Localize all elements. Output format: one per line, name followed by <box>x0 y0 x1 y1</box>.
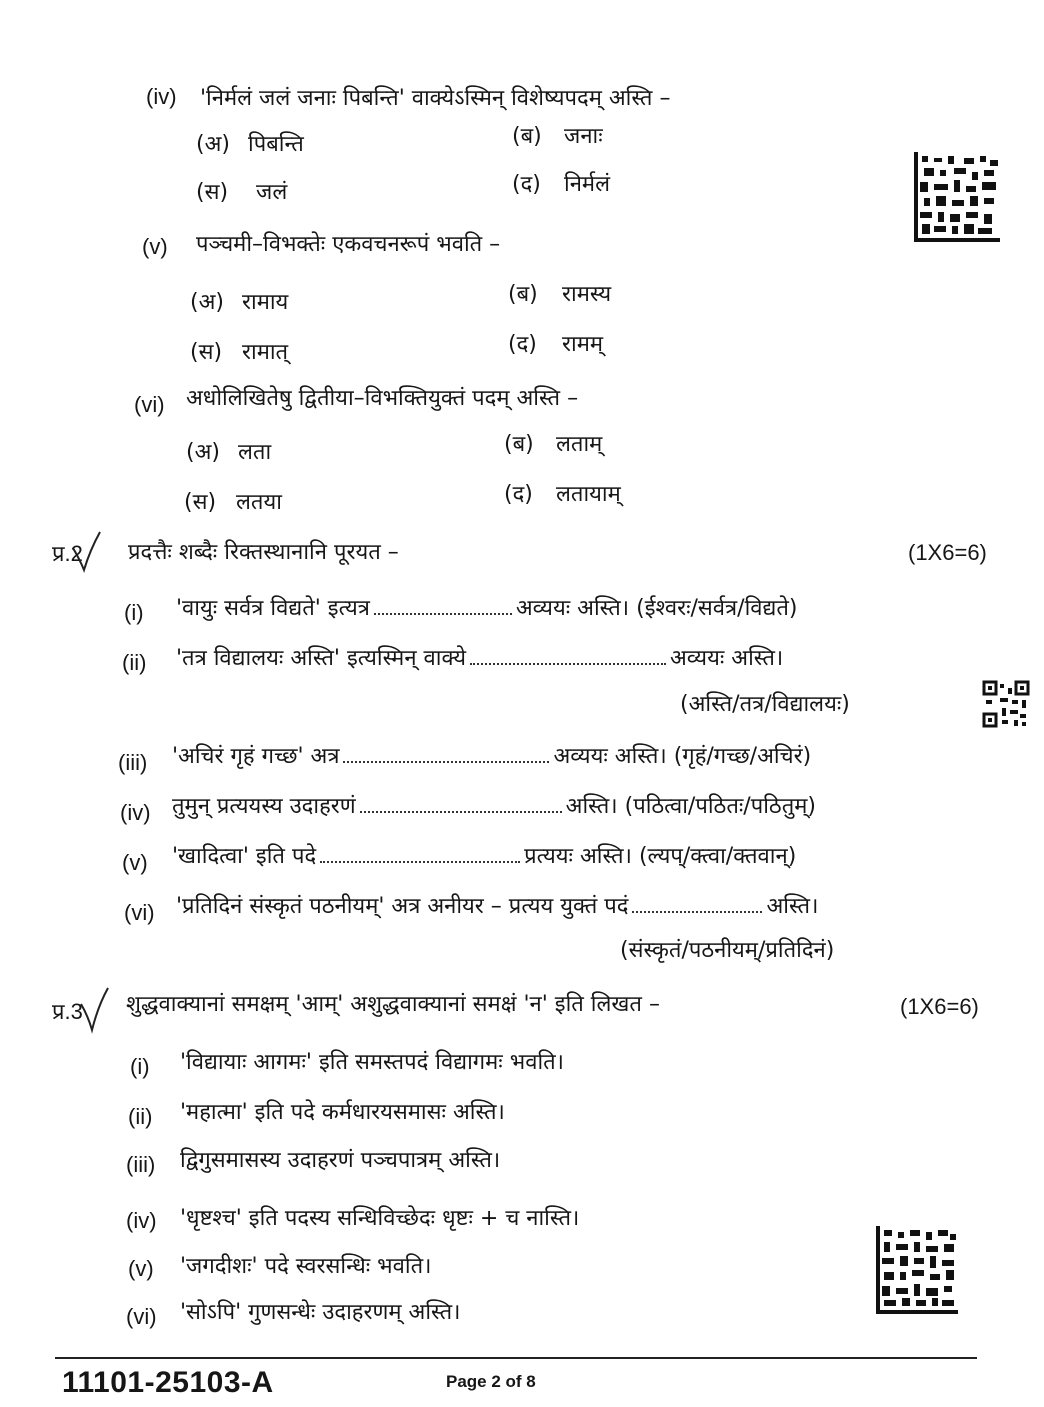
option-label: (द) <box>508 332 537 357</box>
datamatrix-code <box>876 1226 958 1314</box>
answer-blank[interactable] <box>632 893 762 913</box>
item-number: (i) <box>130 1054 150 1079</box>
item-number: (iii) <box>118 750 148 775</box>
option-label: (स) <box>190 340 223 365</box>
item-number: (iv) <box>146 84 177 109</box>
item-text: 'निर्मलं जलं जनाः पिबन्ति' वाक्येऽस्मिन् विशेष्यपदम् अस्ति – <box>200 86 671 111</box>
item-number: (ii) <box>128 1104 153 1129</box>
item-prefix: 'खादित्वा' इति पदे <box>172 844 317 869</box>
answer-blank[interactable] <box>320 843 520 863</box>
item-suffix: प्रत्ययः अस्ति। <box>524 844 632 869</box>
item-number: (iii) <box>126 1152 156 1177</box>
option-label: (अ) <box>190 290 224 315</box>
option-text: जनाः <box>564 124 603 149</box>
option-text: जलं <box>256 180 288 205</box>
item-prefix: 'अचिरं गृहं गच्छ' अत्र <box>172 744 340 769</box>
option-text: निर्मलं <box>564 172 610 197</box>
fill-blank-row <box>176 642 783 672</box>
item-number: (i) <box>124 600 144 625</box>
word-choices: (ल्यप्/क्त्वा/क्तवान्) <box>638 844 797 869</box>
question-label: प्र.3 <box>52 999 83 1024</box>
option-text: लतायाम् <box>556 482 621 507</box>
word-choices: (गृहं/गच्छ/अचिरं) <box>673 744 812 769</box>
item-suffix: अस्ति। <box>565 794 618 819</box>
word-choices: (अस्ति/तत्र/विद्यालयः) <box>680 692 850 717</box>
item-number: (vi) <box>126 1304 157 1329</box>
option-text: रामाय <box>242 290 289 315</box>
item-suffix: अव्ययः अस्ति। <box>515 596 630 621</box>
option-text: रामस्य <box>562 282 612 307</box>
fill-blank-row <box>176 890 818 920</box>
answer-blank[interactable] <box>343 743 549 763</box>
option-label: (स) <box>196 180 229 205</box>
paper-code: 11101-25103-A <box>62 1366 274 1399</box>
option-label: (अ) <box>196 132 230 157</box>
qr-code <box>982 680 1030 728</box>
statement-text: 'जगदीशः' पदे स्वरसन्धिः भवति। <box>180 1254 432 1279</box>
option-label: (द) <box>504 482 533 507</box>
fill-blank-row <box>172 840 796 870</box>
item-number: (ii) <box>122 650 147 675</box>
item-number: (v) <box>142 234 168 259</box>
statement-text: 'धृष्टश्च' इति पदस्य सन्धिविच्छेदः धृष्टः + च नास्ति। <box>180 1206 580 1231</box>
item-number: (v) <box>122 850 148 875</box>
option-text: लताम् <box>556 432 603 457</box>
item-prefix: 'वायुः सर्वत्र विद्यते' इत्यत्र <box>176 596 370 621</box>
option-text: पिबन्ति <box>248 132 304 157</box>
item-number: (iv) <box>126 1208 157 1233</box>
option-label: (अ) <box>186 440 220 465</box>
statement-text: 'महात्मा' इति पदे कर्मधारयसमासः अस्ति। <box>180 1100 505 1125</box>
fill-blank-row <box>172 790 816 820</box>
question-heading: शुद्धवाक्यानां समक्षम् 'आम्' अशुद्धवाक्यानां समक्षं 'न' इति लिखत – <box>126 992 660 1017</box>
marks-label: (1X6=6) <box>908 540 987 565</box>
word-choices: (ईश्वरः/सर्वत्र/विद्यते) <box>636 596 798 621</box>
item-prefix: तुमुन् प्रत्ययस्य उदाहरणं <box>172 794 356 819</box>
item-number: (iv) <box>120 800 151 825</box>
option-label: (द) <box>512 172 541 197</box>
answer-blank[interactable] <box>470 645 666 665</box>
item-prefix: 'प्रतिदिनं संस्कृतं पठनीयम्' अत्र अनीयर – प्रत्यय युक्तं पदं <box>176 894 629 919</box>
checkmark-icon <box>70 530 102 574</box>
option-label: (ब) <box>508 282 538 307</box>
marks-label: (1X6=6) <box>900 994 979 1019</box>
question-label: प्र.2 <box>52 541 83 566</box>
statement-text: 'विद्यायाः आगमः' इति समस्तपदं विद्यागमः भवति। <box>180 1050 565 1075</box>
answer-blank[interactable] <box>374 595 512 615</box>
option-label: (ब) <box>512 124 542 149</box>
word-choices: (पठित्वा/पठितः/पठितुम्) <box>624 794 816 819</box>
item-suffix: अव्ययः अस्ति। <box>670 646 784 671</box>
footer-divider <box>55 1357 977 1359</box>
answer-blank[interactable] <box>360 793 562 813</box>
word-choices: (संस्कृतं/पठनीयम्/प्रतिदिनं) <box>620 938 835 963</box>
fill-blank-row <box>176 592 798 622</box>
item-number: (vi) <box>124 900 155 925</box>
item-text: अधोलिखितेषु द्वितीया–विभक्तियुक्तं पदम् अस्ति – <box>186 386 579 411</box>
item-text: पञ्चमी–विभक्तेः एकवचनरूपं भवति – <box>196 232 501 257</box>
option-text: लतया <box>236 490 282 515</box>
item-number: (v) <box>128 1256 154 1281</box>
statement-text: द्विगुसमासस्य उदाहरणं पञ्चपात्रम् अस्ति। <box>180 1148 501 1173</box>
statement-text: 'सोऽपि' गुणसन्धेः उदाहरणम् अस्ति। <box>180 1300 461 1325</box>
item-prefix: 'तत्र विद्यालयः अस्ति' इत्यस्मिन् वाक्ये <box>176 646 466 671</box>
option-text: रामात् <box>242 340 289 365</box>
option-label: (ब) <box>504 432 534 457</box>
item-suffix: अस्ति। <box>766 894 819 919</box>
option-text: रामम् <box>562 332 604 357</box>
question-heading: प्रदत्तैः शब्दैः रिक्तस्थानानि पूरयत – <box>128 540 399 565</box>
page-number: Page 2 of 8 <box>446 1372 536 1391</box>
item-suffix: अव्ययः अस्ति। <box>553 744 667 769</box>
datamatrix-code <box>914 152 1000 242</box>
checkmark-icon <box>78 986 110 1034</box>
option-label: (स) <box>184 490 217 515</box>
item-number: (vi) <box>134 392 165 417</box>
fill-blank-row <box>172 740 811 770</box>
option-text: लता <box>238 440 272 465</box>
